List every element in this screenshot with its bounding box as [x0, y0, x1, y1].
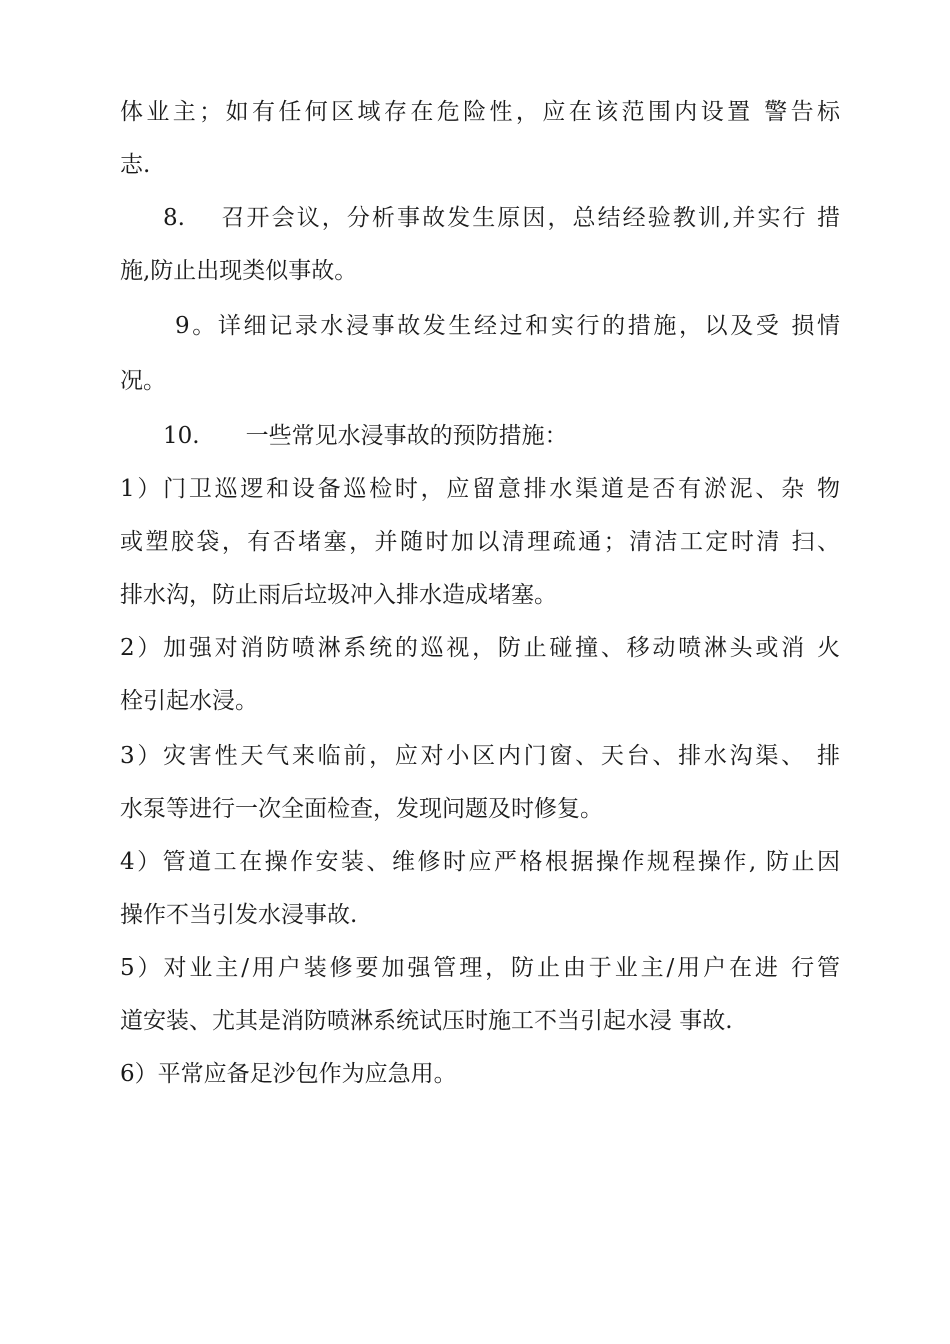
- item-10-heading: 10. 一些常见水浸事故的预防措施：: [163, 423, 568, 449]
- text-line-2: 志.: [120, 152, 151, 178]
- sub-item-1-line-2: 或塑胶袋，有否堵塞，并随时加以清理疏通；清洁工定时清 扫、: [120, 529, 840, 555]
- sub-item-1-line-1: 1）门卫巡逻和设备巡检时，应留意排水渠道是否有淤泥、杂 物: [120, 476, 840, 502]
- item-9-line-1: 9。详细记录水浸事故发生经过和实行的措施，以及受 损情: [175, 313, 840, 339]
- sub-item-4-line-2: 操作不当引发水浸事故.: [120, 902, 358, 928]
- sub-item-5-line-2: 道安装、尤其是消防喷淋系统试压时施工不当引起水浸 事故.: [120, 1008, 733, 1034]
- text-line-1: 体业主；如有任何区域存在危险性，应在该范围内设置 警告标: [120, 99, 840, 125]
- sub-item-5-line-1: 5）对业主/用户装修要加强管理，防止由于业主/用户在进 行管: [120, 955, 840, 981]
- item-8-line-2: 施,防止出现类似事故。: [120, 258, 358, 284]
- sub-item-6-line-1: 6）平常应备足沙包作为应急用。: [120, 1061, 457, 1087]
- item-8-line-1: 8. 召开会议，分析事故发生原因，总结经验教训,并实行 措: [163, 205, 840, 231]
- sub-item-2-line-2: 栓引起水浸。: [120, 688, 258, 714]
- item-9-line-2: 况。: [120, 368, 166, 394]
- sub-item-3-line-1: 3）灾害性天气来临前，应对小区内门窗、天台、排水沟渠、 排: [120, 743, 840, 769]
- sub-item-4-line-1: 4）管道工在操作安装、维修时应严格根据操作规程操作, 防止因: [120, 849, 840, 875]
- sub-item-1-line-3: 排水沟，防止雨后垃圾冲入排水造成堵塞。: [120, 582, 557, 608]
- sub-item-2-line-1: 2）加强对消防喷淋系统的巡视，防止碰撞、移动喷淋头或消 火: [120, 635, 840, 661]
- sub-item-3-line-2: 水泵等进行一次全面检查，发现问题及时修复。: [120, 796, 603, 822]
